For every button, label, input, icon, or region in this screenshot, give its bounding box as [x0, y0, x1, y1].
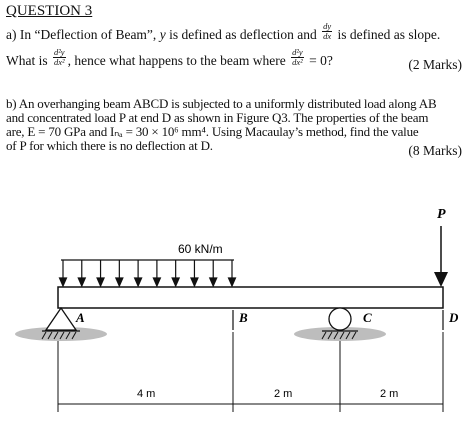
udl-arrowhead: [229, 278, 236, 286]
udl-arrowhead: [172, 278, 179, 286]
span-bc-label: 2 m: [274, 388, 293, 400]
d2y-numerator-2: d²y: [292, 47, 303, 58]
part-a-text-6: = 0?: [305, 53, 333, 68]
udl-arrowhead: [60, 278, 67, 286]
udl-label: 60 kN/m: [178, 242, 223, 256]
part-b-line-1: b) An overhanging beam ABCD is subjected to a uniformly distributed load along AB: [6, 96, 437, 111]
udl-arrowhead: [116, 278, 123, 286]
point-b-label: B: [239, 310, 248, 325]
part-b-marks: (8 Marks): [408, 143, 462, 158]
part-b-line-3: are, E = 70 GPa and Iₙₐ = 30 × 10⁶ mm⁴. Using Macaulay’s method, find the value: [6, 124, 419, 139]
point-a-label: A: [76, 310, 85, 325]
part-a-text-1: a) In “Deflection of Beam”,: [6, 27, 160, 42]
part-a-text-2: is defined as deflection and: [165, 27, 321, 42]
d2y-numerator-1: d²y: [54, 47, 65, 58]
udl-arrowhead: [78, 278, 85, 286]
udl-arrowhead: [135, 278, 142, 286]
point-load-arrow: [434, 226, 448, 287]
span-cd-label: 2 m: [380, 388, 399, 400]
beam: [58, 287, 443, 308]
dx-denominator: dx: [323, 31, 332, 42]
udl-arrowhead: [97, 278, 104, 286]
part-b-line-4: of P for which there is no deflection at D.: [6, 138, 213, 153]
question-heading: QUESTION 3: [6, 3, 93, 19]
point-d-label: D: [449, 310, 459, 325]
dx2-denominator-2: dx²: [292, 57, 303, 68]
part-a-text-3: is defined as slope.: [334, 27, 441, 42]
roller-support-c: [294, 308, 386, 341]
dy-numerator: dy: [323, 21, 332, 32]
part-a-text-4: What is: [6, 53, 51, 68]
part-b-line-2: and concentrated load P at end D as shown in Figure Q3. The properties of the beam: [6, 110, 429, 125]
dimension-lines: [58, 332, 443, 412]
udl-arrowhead: [210, 278, 217, 286]
point-c-label: C: [363, 310, 372, 325]
point-load-label: P: [437, 207, 446, 222]
udl-arrows: [60, 260, 236, 286]
dx2-denominator-1: dx²: [54, 57, 65, 68]
udl-arrowhead: [153, 278, 160, 286]
span-ab-label: 4 m: [137, 388, 156, 400]
part-a-text-5: , hence what happens to the beam where: [67, 53, 290, 68]
part-a-marks: (2 Marks): [408, 57, 462, 72]
part-a-y: y: [159, 27, 166, 42]
udl-arrowhead: [191, 278, 198, 286]
pin-support-a: [15, 308, 107, 341]
